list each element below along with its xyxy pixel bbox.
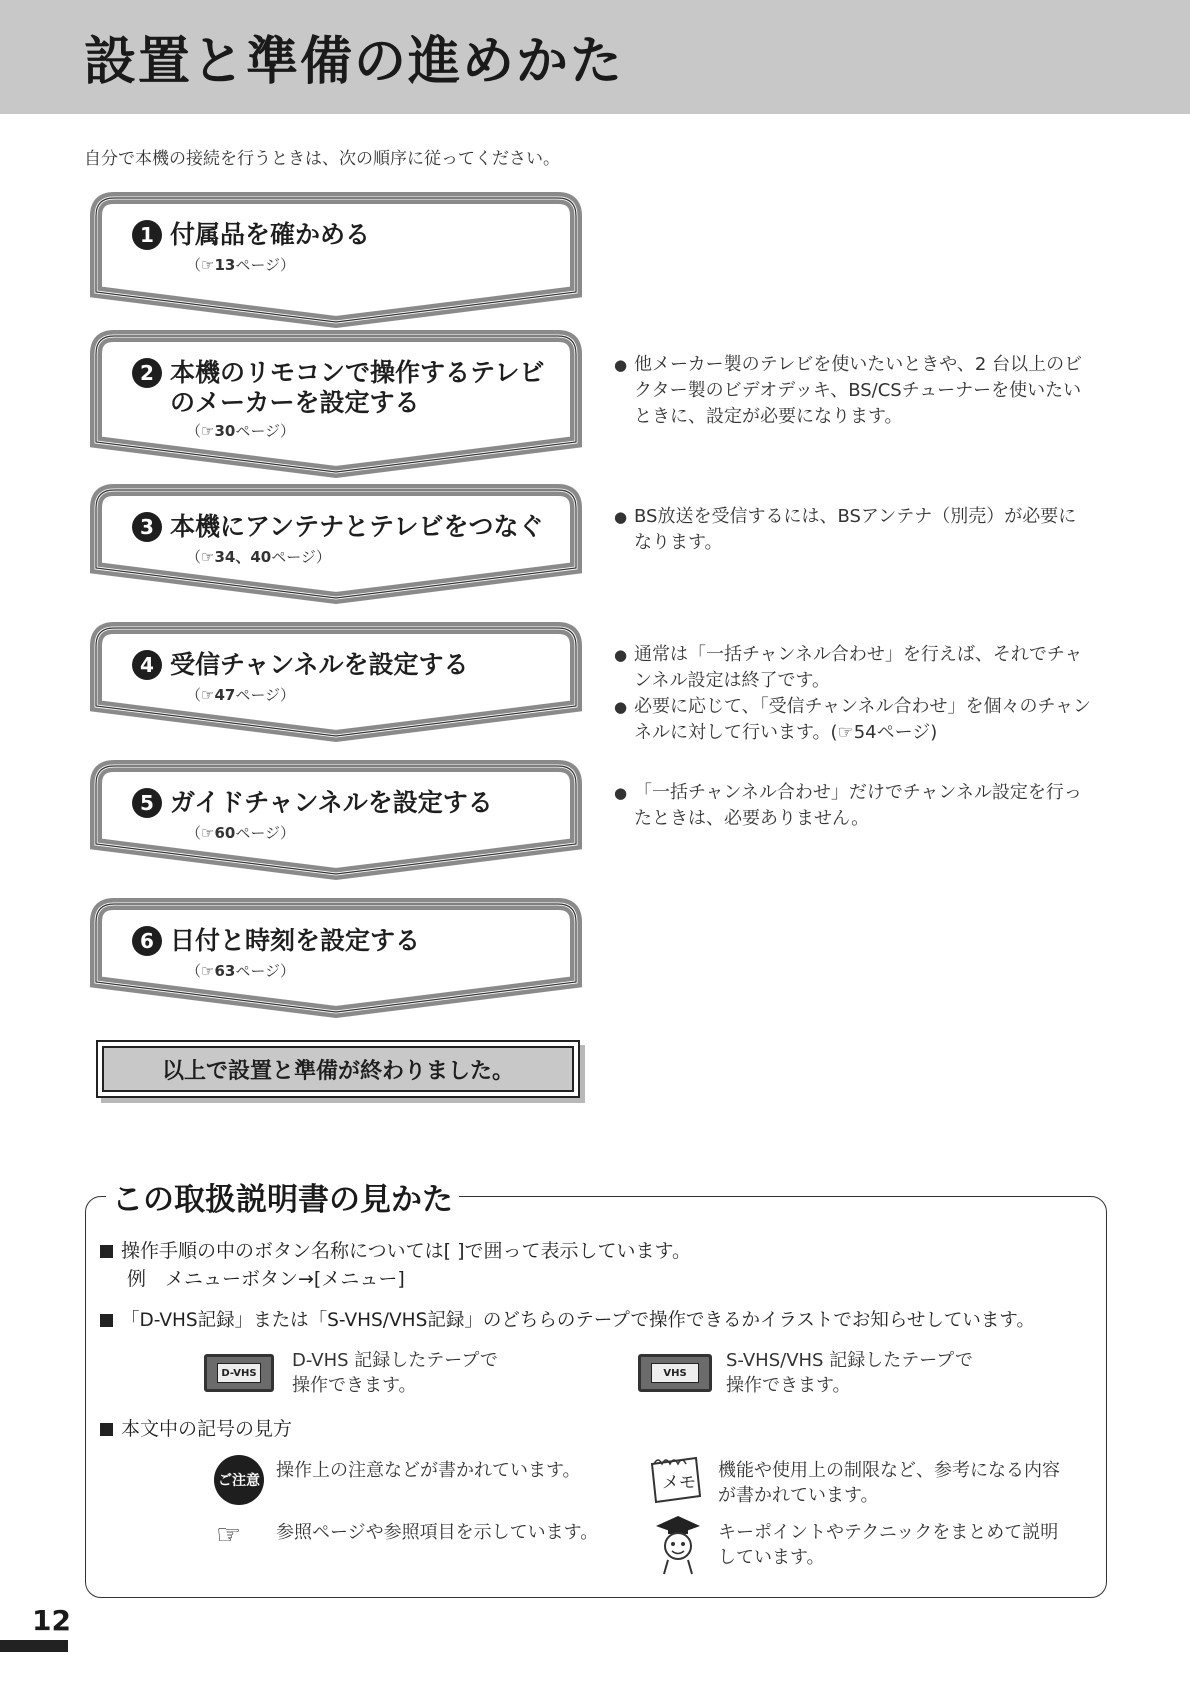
square-bullet-icon xyxy=(100,1423,113,1436)
completion-text: 以上で設置と準備が終わりました。 xyxy=(102,1046,574,1092)
page-number-bar xyxy=(0,1640,68,1652)
guide-title: この取扱説明書の見かた xyxy=(106,1174,459,1219)
step-6-title: 6 日付と時刻を設定する xyxy=(132,926,550,956)
reference-hand-icon: ☞ xyxy=(216,1518,242,1551)
vhs-description: S-VHS/VHS 記録したテープで 操作できます。 xyxy=(726,1350,973,1396)
note-item: ● 通常は「一括チャンネル合わせ」を行えば、それでチャンネル設定は終了です。 xyxy=(614,642,1094,694)
note-item: ● 必要に応じて、「受信チャンネル合わせ」を個々のチャンネルに対して行います。(☞54ページ) xyxy=(614,694,1094,746)
note-item: ● BS放送を受信するには、BSアンテナ（別売）が必要になります。 xyxy=(614,504,1094,556)
step-arrow-frame xyxy=(96,766,576,874)
caution-description: 操作上の注意などが書かれています。 xyxy=(276,1460,581,1481)
step-2-notes xyxy=(614,352,1094,430)
note-item: ● 他メーカー製のテレビを使いたいときや、2 台以上のビクター製のビデオデッキ、BS/CSチューナーを使いたいときに、設定が必要になります。 xyxy=(614,352,1094,430)
svg-text:メモ: メモ xyxy=(662,1473,696,1493)
step-arrow-frame xyxy=(96,490,576,598)
step-number-badge: 6 xyxy=(132,926,162,956)
graduate-tip-icon xyxy=(650,1512,706,1578)
caution-icon: ご注意 xyxy=(214,1455,264,1505)
memo-icon xyxy=(640,1450,704,1510)
step-number-badge: 4 xyxy=(132,650,162,680)
step-5-page-ref: （☞60ページ） xyxy=(186,824,296,842)
step-3-page-ref: （☞34、40ページ） xyxy=(186,548,331,566)
step-number-badge: 5 xyxy=(132,788,162,818)
tip-description: キーポイントやテクニックをまとめて説明 しています。 xyxy=(718,1522,1059,1568)
page-title: 設置と準備の進めかた xyxy=(84,32,625,92)
square-bullet-icon xyxy=(100,1314,113,1327)
step-arrow-frame xyxy=(96,904,576,1012)
step-4-notes xyxy=(614,642,1094,746)
guide-item-1-example: 例 メニューボタン→[メニュー] xyxy=(127,1268,405,1290)
step-6-page-ref: （☞63ページ） xyxy=(186,962,296,980)
step-3-title: 3 本機にアンテナとテレビをつなぐ xyxy=(132,512,550,542)
dvhs-description: D-VHS 記録したテープで 操作できます。 xyxy=(292,1350,498,1396)
step-1-title: 1 付属品を確かめる xyxy=(132,220,550,250)
step-arrow-frame xyxy=(96,198,576,322)
step-5-notes xyxy=(614,780,1094,832)
dvhs-tape-icon: D-VHS xyxy=(204,1354,274,1392)
step-1-page-ref: （☞13ページ） xyxy=(186,256,296,274)
vhs-tape-icon: VHS xyxy=(638,1354,712,1392)
step-2-title: 2 本機のリモコンで操作するテレビのメーカーを設定する xyxy=(132,358,550,418)
note-item: ● 「一括チャンネル合わせ」だけでチャンネル設定を行ったときは、必要ありません。 xyxy=(614,780,1094,832)
guide-item-2: 「D-VHS記録」または「S-VHS/VHS記録」のどちらのテープで操作できるかイラストでお知らせしています。 xyxy=(100,1306,1035,1332)
step-4-title: 4 受信チャンネルを設定する xyxy=(132,650,550,680)
reference-description: 参照ページや参照項目を示しています。 xyxy=(276,1522,599,1543)
intro-text: 自分で本機の接続を行うときは、次の順序に従ってください。 xyxy=(84,149,560,169)
step-4-page-ref: （☞47ページ） xyxy=(186,686,296,704)
completion-box xyxy=(96,1040,580,1098)
step-arrow-frame xyxy=(96,628,576,736)
step-number-badge: 3 xyxy=(132,512,162,542)
page-number: 12 xyxy=(32,1604,71,1637)
memo-description: 機能や使用上の制限など、参考になる内容 が書かれています。 xyxy=(718,1460,1060,1506)
square-bullet-icon xyxy=(100,1245,113,1258)
step-3-notes xyxy=(614,504,1094,556)
guide-item-1: 操作手順の中のボタン名称については[ ]で囲って表示しています。 xyxy=(100,1236,691,1263)
guide-item-3: 本文中の記号の見方 xyxy=(100,1414,292,1441)
step-number-badge: 1 xyxy=(132,220,162,250)
step-number-badge: 2 xyxy=(132,358,162,388)
step-2-page-ref: （☞30ページ） xyxy=(186,422,296,440)
step-5-title: 5 ガイドチャンネルを設定する xyxy=(132,788,550,818)
